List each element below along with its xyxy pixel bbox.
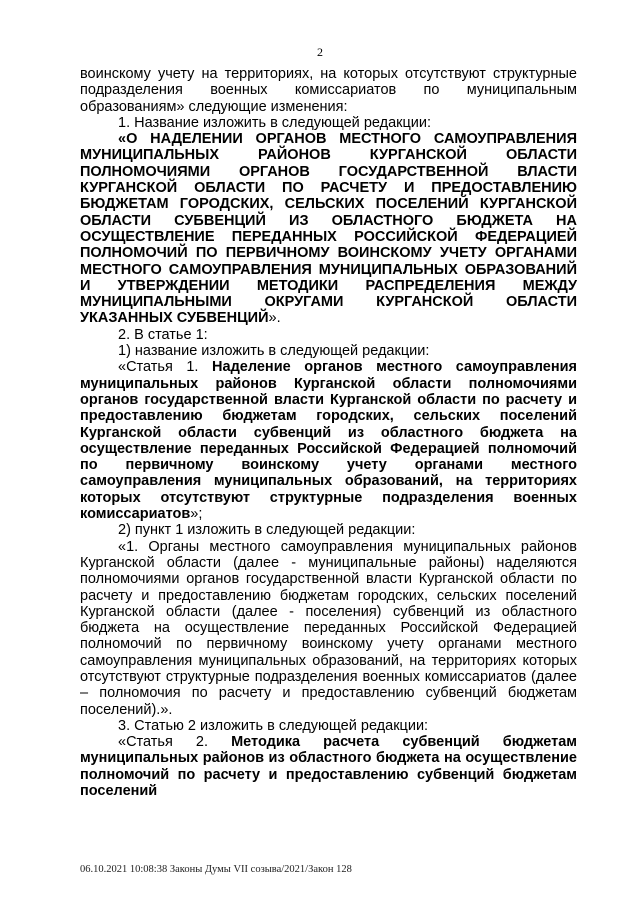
item-2: 2. В статье 1: <box>118 326 208 343</box>
item-3: 3. Статью 2 изложить в следующей редакции: <box>118 717 429 734</box>
intro-paragraph: воинскому учету на территориях, на которых отсутствуют структурные подразделения военных комиссариатов по муниципальным образованиям» следующие изменения: <box>80 66 577 115</box>
new-title-end: ». <box>268 310 281 327</box>
article-2-prefix: «Статья 2. <box>118 734 232 751</box>
point-1-paragraph: «1. Органы местного самоуправления муниципальных районов Курганской области (далее - муниципальные районы) наделяются полномочиями органов государственной власти Курганской области по расчету и предоставлению бюджетам городских, сельских поселений Курганской области (далее - поселения) субвенций из областного бюджета на осуществление переданных Российской Федерацией полномочий по первичному воинскому учету органами местного самоуправления муниципальных образований, на территориях которых отсутствуют структурные подразделения военных комиссариатов (далее – полномочия по расчету и предоставлению субвенций бюджетам поселений).». <box>80 538 577 718</box>
item-2-2: 2) пункт 1 изложить в следующей редакции: <box>118 522 416 539</box>
article-1-prefix: «Статья 1. <box>118 359 213 376</box>
article-2-paragraph <box>80 734 577 799</box>
item-1: 1. Название изложить в следующей редакции: <box>118 114 432 131</box>
footer-stamp: 06.10.2021 10:08:38 Законы Думы VII созыва/2021/Закон 128 <box>80 864 352 875</box>
new-title: «О НАДЕЛЕНИИ ОРГАНОВ МЕСТНОГО САМОУПРАВЛЕНИЯ МУНИЦИПАЛЬНЫХ РАЙОНОВ КУРГАНСКОЙ ОБЛАСТИ ПОЛНОМОЧИЯМИ ОРГАНОВ ГОСУДАРСТВЕННОЙ ВЛАСТИ КУРГАНСКОЙ ОБЛАСТИ ПО РАСЧЕТУ И ПРЕДОСТАВЛЕНИЮ БЮДЖЕТАМ ГОРОДСКИХ, СЕЛЬСКИХ ПОСЕЛЕНИЙ КУРГАНСКОЙ ОБЛАСТИ СУБВЕНЦИЙ ИЗ ОБЛАСТНОГО БЮДЖЕТА НА ОСУЩЕСТВЛЕНИЕ ПЕРЕДАННЫХ РОССИЙСКОЙ ФЕДЕРАЦИЕЙ ПОЛНОМОЧИЙ ПО ПЕРВИЧНОМУ ВОИНСКОМУ УЧЕТУ ОРГАНАМИ МЕСТНОГО САМОУПРАВЛЕНИЯ МУНИЦИПАЛЬНЫХ ОБРАЗОВАНИЙ И УТВЕРЖДЕНИИ МЕТОДИКИ РАСПРЕДЕЛЕНИЯ МЕЖДУ МУНИЦИПАЛЬНЫМИ ОКРУГАМИ КУРГАНСКОЙ ОБЛАСТИ УКАЗАННЫХ СУБВЕНЦИЙ <box>80 131 577 327</box>
document-body <box>80 66 577 799</box>
article-1-paragraph <box>80 359 577 522</box>
article-1-end: »; <box>190 506 203 523</box>
page-number: 2 <box>317 45 323 59</box>
item-2-1: 1) название изложить в следующей редакции: <box>118 343 430 360</box>
new-title-paragraph <box>80 131 577 327</box>
article-2-title: Методика расчета субвенций бюджетам муниципальных районов из областного бюджета на осуществление полномочий по расчету и предоставлению субвенций бюджетам поселений <box>80 734 577 800</box>
article-1-title: Наделение органов местного самоуправления муниципальных районов Курганской области полномочиями органов государственной власти Курганской области по расчету и предоставлению бюджетам городских, сельских поселений Курганской области субвенций из областного бюджета на осуществление переданных Российской Федерацией полномочий по первичному воинскому учету органами местного самоуправления муниципальных образований, на территориях которых отсутствуют структурные подразделения военных комиссариатов <box>80 359 577 523</box>
